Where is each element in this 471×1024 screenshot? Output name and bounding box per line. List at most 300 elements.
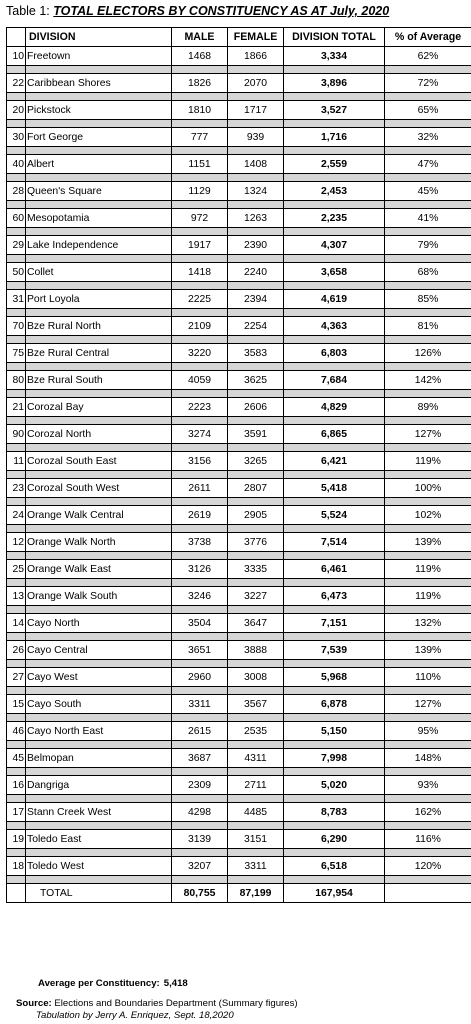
- separator-cell: [172, 876, 228, 884]
- separator-cell: [26, 444, 172, 452]
- cell-division: Pickstock: [26, 101, 172, 120]
- separator-cell: [7, 309, 26, 317]
- cell-percent-of-average: 126%: [385, 344, 471, 363]
- cell-female: 2070: [228, 74, 284, 93]
- separator-cell: [228, 282, 284, 290]
- cell-division: Cayo North: [26, 614, 172, 633]
- cell-female: 939: [228, 128, 284, 147]
- separator-cell: [284, 390, 385, 398]
- cell-male: 3126: [172, 560, 228, 579]
- separator-cell: [172, 66, 228, 74]
- separator-cell: [284, 822, 385, 830]
- cell-number: 24: [7, 506, 26, 525]
- table-row: [7, 155, 471, 174]
- separator-cell: [172, 444, 228, 452]
- separator-cell: [385, 390, 471, 398]
- separator-cell: [172, 687, 228, 695]
- cell-male: 3651: [172, 641, 228, 660]
- separator-cell: [172, 606, 228, 614]
- table-row: [7, 749, 471, 768]
- cell-percent-of-average: 62%: [385, 47, 471, 66]
- cell-division: Mesopotamia: [26, 209, 172, 228]
- cell-number: 50: [7, 263, 26, 282]
- cell-division: Port Loyola: [26, 290, 172, 309]
- cell-number: 31: [7, 290, 26, 309]
- separator-cell: [7, 714, 26, 722]
- cell-division: Caribbean Shores: [26, 74, 172, 93]
- separator-cell: [26, 687, 172, 695]
- separator-cell: [385, 660, 471, 668]
- cell-male: 3220: [172, 344, 228, 363]
- separator-cell: [228, 93, 284, 101]
- table-row: [7, 776, 471, 795]
- separator-cell: [26, 363, 172, 371]
- separator-cell: [228, 849, 284, 857]
- separator-cell: [228, 174, 284, 182]
- separator-cell: [284, 795, 385, 803]
- cell-percent-of-average: 95%: [385, 722, 471, 741]
- cell-female: 3335: [228, 560, 284, 579]
- cell-division-total: 6,803: [284, 344, 385, 363]
- table-row: [7, 452, 471, 471]
- cell-number: 15: [7, 695, 26, 714]
- separator-cell: [228, 471, 284, 479]
- separator-cell: [385, 309, 471, 317]
- header-division-total: DIVISION TOTAL: [284, 28, 385, 47]
- separator-cell: [26, 174, 172, 182]
- average-per-constituency: [38, 978, 188, 989]
- cell-percent-of-average: 72%: [385, 74, 471, 93]
- separator-cell: [284, 714, 385, 722]
- row-separator: [7, 282, 471, 290]
- table-row: [7, 47, 471, 66]
- cell-division-total: 5,968: [284, 668, 385, 687]
- cell-division-total: 4,363: [284, 317, 385, 336]
- row-separator: [7, 390, 471, 398]
- separator-cell: [385, 525, 471, 533]
- header-female: FEMALE: [228, 28, 284, 47]
- table-row: [7, 317, 471, 336]
- separator-cell: [26, 714, 172, 722]
- cell-percent-of-average: 139%: [385, 533, 471, 552]
- separator-cell: [385, 795, 471, 803]
- separator-cell: [26, 498, 172, 506]
- cell-female: 2535: [228, 722, 284, 741]
- separator-cell: [284, 228, 385, 236]
- row-separator: [7, 768, 471, 776]
- row-separator: [7, 498, 471, 506]
- separator-cell: [228, 822, 284, 830]
- separator-cell: [172, 525, 228, 533]
- cell-female: 4311: [228, 749, 284, 768]
- table-body: [7, 47, 471, 903]
- table-row: [7, 371, 471, 390]
- separator-cell: [26, 66, 172, 74]
- separator-cell: [385, 633, 471, 641]
- separator-cell: [284, 471, 385, 479]
- separator-cell: [172, 768, 228, 776]
- separator-cell: [7, 606, 26, 614]
- table-title-prefix: Table 1:: [6, 4, 50, 18]
- cell-division: Corozal South West: [26, 479, 172, 498]
- row-separator: [7, 174, 471, 182]
- row-separator: [7, 579, 471, 587]
- header-number: [7, 28, 26, 47]
- separator-cell: [26, 660, 172, 668]
- cell-female: 1263: [228, 209, 284, 228]
- cell-percent-of-average: 68%: [385, 263, 471, 282]
- cell-division-total: 8,783: [284, 803, 385, 822]
- cell-female: 1408: [228, 155, 284, 174]
- row-separator: [7, 255, 471, 263]
- cell-division-total: 3,527: [284, 101, 385, 120]
- separator-cell: [26, 390, 172, 398]
- table-row: [7, 128, 471, 147]
- cell-female: 3647: [228, 614, 284, 633]
- cell-percent-of-average: 119%: [385, 560, 471, 579]
- separator-cell: [7, 336, 26, 344]
- cell-percent-of-average: 93%: [385, 776, 471, 795]
- cell-male: 2960: [172, 668, 228, 687]
- separator-cell: [228, 201, 284, 209]
- tabulation-credit: Tabulation by Jerry A. Enriquez, Sept. 18,2020: [36, 1010, 234, 1021]
- cell-female: 2390: [228, 236, 284, 255]
- cell-division-total: 7,998: [284, 749, 385, 768]
- cell-division: Belmopan: [26, 749, 172, 768]
- separator-cell: [26, 201, 172, 209]
- cell-division-total: 4,829: [284, 398, 385, 417]
- cell-male: 972: [172, 209, 228, 228]
- cell-number: 28: [7, 182, 26, 201]
- separator-cell: [284, 93, 385, 101]
- table-row: [7, 290, 471, 309]
- cell-division-total: 6,461: [284, 560, 385, 579]
- separator-cell: [172, 93, 228, 101]
- table-row: [7, 695, 471, 714]
- separator-cell: [284, 336, 385, 344]
- cell-division: Corozal South East: [26, 452, 172, 471]
- cell-division-total: 7,151: [284, 614, 385, 633]
- separator-cell: [26, 471, 172, 479]
- row-separator: [7, 633, 471, 641]
- cell-female: 3625: [228, 371, 284, 390]
- separator-cell: [7, 498, 26, 506]
- cell-division-total: 6,290: [284, 830, 385, 849]
- cell-female: 2905: [228, 506, 284, 525]
- cell-number: 30: [7, 128, 26, 147]
- separator-cell: [385, 120, 471, 128]
- separator-cell: [284, 444, 385, 452]
- cell-division-total: 6,865: [284, 425, 385, 444]
- separator-cell: [284, 120, 385, 128]
- cell-male: 3687: [172, 749, 228, 768]
- total-female: 87,199: [228, 884, 284, 903]
- cell-female: 2711: [228, 776, 284, 795]
- row-separator: [7, 228, 471, 236]
- cell-male: 2225: [172, 290, 228, 309]
- cell-percent-of-average: 119%: [385, 587, 471, 606]
- cell-percent-of-average: 116%: [385, 830, 471, 849]
- source-text: Elections and Boundaries Department (Summary figures): [54, 998, 298, 1009]
- cell-female: 2606: [228, 398, 284, 417]
- cell-number: 25: [7, 560, 26, 579]
- separator-cell: [7, 390, 26, 398]
- table-title: [6, 4, 389, 22]
- separator-cell: [26, 606, 172, 614]
- cell-division-total: 6,518: [284, 857, 385, 876]
- cell-percent-of-average: 139%: [385, 641, 471, 660]
- separator-cell: [228, 498, 284, 506]
- separator-cell: [385, 66, 471, 74]
- cell-male: 3738: [172, 533, 228, 552]
- separator-cell: [172, 309, 228, 317]
- separator-cell: [172, 120, 228, 128]
- total-male: 80,755: [172, 884, 228, 903]
- cell-division: Freetown: [26, 47, 172, 66]
- cell-division: Orange Walk Central: [26, 506, 172, 525]
- cell-division-total: 7,684: [284, 371, 385, 390]
- separator-cell: [7, 255, 26, 263]
- separator-cell: [284, 876, 385, 884]
- row-separator: [7, 660, 471, 668]
- table-row: [7, 263, 471, 282]
- cell-male: 1151: [172, 155, 228, 174]
- separator-cell: [284, 687, 385, 695]
- table-row: [7, 857, 471, 876]
- cell-female: 3008: [228, 668, 284, 687]
- cell-percent-of-average: 79%: [385, 236, 471, 255]
- row-separator: [7, 417, 471, 425]
- cell-division-total: 3,334: [284, 47, 385, 66]
- cell-number: 10: [7, 47, 26, 66]
- cell-division: Cayo West: [26, 668, 172, 687]
- separator-cell: [26, 120, 172, 128]
- cell-percent-of-average: 32%: [385, 128, 471, 147]
- separator-cell: [172, 363, 228, 371]
- row-separator: [7, 147, 471, 155]
- cell-number: 21: [7, 398, 26, 417]
- table-row: [7, 533, 471, 552]
- separator-cell: [7, 876, 26, 884]
- cell-number: 90: [7, 425, 26, 444]
- cell-percent-of-average: 102%: [385, 506, 471, 525]
- cell-percent-of-average: 127%: [385, 425, 471, 444]
- separator-cell: [385, 417, 471, 425]
- separator-cell: [228, 579, 284, 587]
- separator-cell: [7, 795, 26, 803]
- separator-cell: [385, 228, 471, 236]
- separator-cell: [385, 849, 471, 857]
- cell-division: Collet: [26, 263, 172, 282]
- separator-cell: [7, 525, 26, 533]
- separator-cell: [26, 876, 172, 884]
- cell-female: 3311: [228, 857, 284, 876]
- cell-number: 18: [7, 857, 26, 876]
- cell-female: 2394: [228, 290, 284, 309]
- cell-division: Toledo East: [26, 830, 172, 849]
- cell-division: Toledo West: [26, 857, 172, 876]
- separator-cell: [7, 417, 26, 425]
- separator-cell: [228, 687, 284, 695]
- cell-male: 1418: [172, 263, 228, 282]
- separator-cell: [26, 579, 172, 587]
- separator-cell: [284, 498, 385, 506]
- cell-number: 17: [7, 803, 26, 822]
- separator-cell: [7, 471, 26, 479]
- table-row: [7, 830, 471, 849]
- electors-table: [6, 27, 471, 903]
- cell-percent-of-average: 148%: [385, 749, 471, 768]
- separator-cell: [385, 498, 471, 506]
- separator-cell: [385, 606, 471, 614]
- separator-cell: [7, 66, 26, 74]
- separator-cell: [228, 876, 284, 884]
- total-number-cell: [7, 884, 26, 903]
- separator-cell: [385, 822, 471, 830]
- cell-division: Corozal North: [26, 425, 172, 444]
- separator-cell: [228, 363, 284, 371]
- separator-cell: [172, 282, 228, 290]
- separator-cell: [7, 93, 26, 101]
- row-separator: [7, 363, 471, 371]
- cell-division: Lake Independence: [26, 236, 172, 255]
- separator-cell: [228, 309, 284, 317]
- total-label: TOTAL: [26, 884, 172, 903]
- cell-division-total: 5,524: [284, 506, 385, 525]
- row-separator: [7, 714, 471, 722]
- cell-male: 2223: [172, 398, 228, 417]
- row-separator: [7, 444, 471, 452]
- cell-female: 2240: [228, 263, 284, 282]
- table-row: [7, 398, 471, 417]
- separator-cell: [7, 552, 26, 560]
- separator-cell: [26, 795, 172, 803]
- cell-division-total: 5,020: [284, 776, 385, 795]
- separator-cell: [385, 741, 471, 749]
- separator-cell: [172, 417, 228, 425]
- cell-male: 1826: [172, 74, 228, 93]
- separator-cell: [385, 363, 471, 371]
- cell-number: 70: [7, 317, 26, 336]
- table-row: [7, 236, 471, 255]
- table-row: [7, 587, 471, 606]
- separator-cell: [7, 633, 26, 641]
- separator-cell: [228, 390, 284, 398]
- cell-male: 2611: [172, 479, 228, 498]
- table-row: [7, 74, 471, 93]
- cell-number: 16: [7, 776, 26, 795]
- cell-number: 60: [7, 209, 26, 228]
- cell-division-total: 3,896: [284, 74, 385, 93]
- cell-male: 3246: [172, 587, 228, 606]
- average-label: Average per Constituency:: [38, 978, 160, 989]
- cell-male: 1129: [172, 182, 228, 201]
- cell-division: Bze Rural North: [26, 317, 172, 336]
- separator-cell: [7, 228, 26, 236]
- row-separator: [7, 336, 471, 344]
- cell-division-total: 1,716: [284, 128, 385, 147]
- cell-male: 2615: [172, 722, 228, 741]
- row-separator: [7, 552, 471, 560]
- cell-division-total: 4,619: [284, 290, 385, 309]
- separator-cell: [7, 849, 26, 857]
- separator-cell: [284, 606, 385, 614]
- cell-female: 1717: [228, 101, 284, 120]
- cell-division: Dangriga: [26, 776, 172, 795]
- separator-cell: [228, 444, 284, 452]
- source-label: Source:: [16, 998, 52, 1009]
- separator-cell: [172, 336, 228, 344]
- cell-male: 2109: [172, 317, 228, 336]
- separator-cell: [7, 120, 26, 128]
- cell-male: 3207: [172, 857, 228, 876]
- separator-cell: [385, 282, 471, 290]
- cell-percent-of-average: 65%: [385, 101, 471, 120]
- separator-cell: [172, 633, 228, 641]
- cell-division: Bze Rural South: [26, 371, 172, 390]
- cell-division-total: 2,235: [284, 209, 385, 228]
- cell-female: 2254: [228, 317, 284, 336]
- separator-cell: [228, 633, 284, 641]
- total-division-total: 167,954: [284, 884, 385, 903]
- separator-cell: [26, 309, 172, 317]
- cell-number: 11: [7, 452, 26, 471]
- separator-cell: [7, 201, 26, 209]
- cell-number: 75: [7, 344, 26, 363]
- cell-number: 19: [7, 830, 26, 849]
- cell-percent-of-average: 119%: [385, 452, 471, 471]
- row-separator: [7, 471, 471, 479]
- cell-percent-of-average: 41%: [385, 209, 471, 228]
- separator-cell: [7, 822, 26, 830]
- table-row: [7, 182, 471, 201]
- separator-cell: [26, 255, 172, 263]
- total-row: [7, 884, 471, 903]
- cell-percent-of-average: 45%: [385, 182, 471, 201]
- separator-cell: [385, 714, 471, 722]
- separator-cell: [26, 741, 172, 749]
- separator-cell: [172, 201, 228, 209]
- table-row: [7, 803, 471, 822]
- cell-division-total: 7,514: [284, 533, 385, 552]
- cell-division: Cayo Central: [26, 641, 172, 660]
- separator-cell: [26, 768, 172, 776]
- cell-division-total: 7,539: [284, 641, 385, 660]
- cell-number: 26: [7, 641, 26, 660]
- cell-female: 3888: [228, 641, 284, 660]
- separator-cell: [172, 390, 228, 398]
- separator-cell: [228, 255, 284, 263]
- cell-male: 777: [172, 128, 228, 147]
- table-row: [7, 479, 471, 498]
- separator-cell: [7, 444, 26, 452]
- row-separator: [7, 876, 471, 884]
- separator-cell: [7, 687, 26, 695]
- separator-cell: [284, 660, 385, 668]
- cell-male: 3156: [172, 452, 228, 471]
- separator-cell: [284, 552, 385, 560]
- separator-cell: [7, 174, 26, 182]
- separator-cell: [284, 66, 385, 74]
- separator-cell: [385, 471, 471, 479]
- cell-division-total: 5,150: [284, 722, 385, 741]
- cell-division: Cayo North East: [26, 722, 172, 741]
- table-row: [7, 344, 471, 363]
- cell-female: 4485: [228, 803, 284, 822]
- table-row: [7, 425, 471, 444]
- cell-division-total: 3,658: [284, 263, 385, 282]
- header-male: MALE: [172, 28, 228, 47]
